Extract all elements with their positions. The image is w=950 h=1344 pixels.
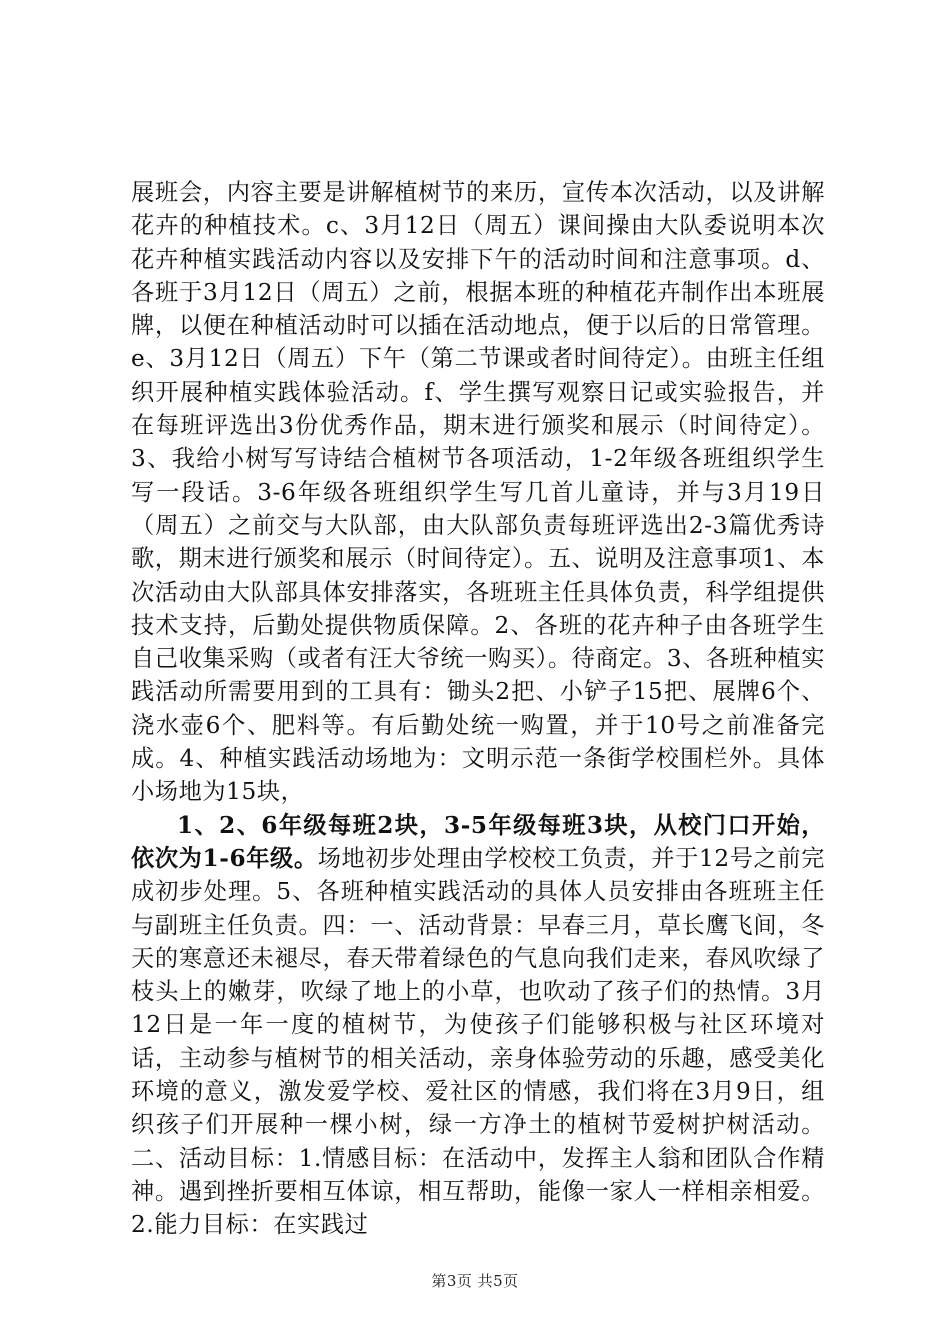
paragraph-text: 展班会，内容主要是讲解植树节的来历，宣传本次活动，以及讲解花卉的种植技术。c、3月12日（周五）课间操由大队委说明本次花卉种植实践活动内容以及安排下午的活动时间和注意事项。d、各班于3月12日（周五）之前，根据本班的种植花卉制作出本班展牌，以便在种植活动时可以插在活动地点，便于以后的日常管理。e、3月12日（周五）下午（第二节课或者时间待定）。由班主任组织开展种植实践体验活动。f、学生撰写观察日记或实验报告，并在每班评选出3份优秀作品，期末进行颁奖和展示（时间待定）。3、我给小树写写诗结合植树节各项活动，1-2年级各班组织学生写一段话。3-6年级各班组织学生写几首儿童诗，并与3月19日（周五）之前交与大队部，由大队部负责每班评选出2-3篇优秀诗歌，期末进行颁奖和展示（时间待定）。五、说明及注意事项1、本次活动由大队部具体安排落实，各班班主任具体负责，科学组提供技术支持，后勤处提供物质保障。2、各班的花卉种子由各班学生自己收集采购（或者有汪大爷统一购买）。待商定。3、各班种植实践活动所需要用到的工具有：锄头2把、小铲子15把、展牌6个、浇水壶6个、肥料等。有后勤处统一购置，并于10号之前准备完成。4、种植实践活动场地为：文明示范一条街学校围栏外。具体小场地为15块， (131, 179, 825, 806)
document-body (131, 176, 825, 1242)
paragraph-activity-arrangements (131, 176, 825, 809)
page-footer: 第3页 共5页 (431, 1272, 519, 1290)
paragraph-site-allocation (131, 809, 825, 1242)
paragraph-text: 场地初步处理由学校校工负责，并于12号之前完成初步处理。5、各班种植实践活动的具体人员安排由各班班主任与副班主任负责。四：一、活动背景：早春三月，草长鹰飞间，冬天的寒意还未褪尽，春天带着绿色的气息向我们走来，春风吹绿了枝头上的嫩芽，吹绿了地上的小草，也吹动了孩子们的热情。3月12日是一年一度的植树节，为使孩子们能够积极与社区环境对话，主动参与植树节的相关活动，亲身体验劳动的乐趣，感受美化环境的意义，激发爱学校、爱社区的情感，我们将在3月9日，组织孩子们开展种一棵小树，绿一方净土的植树节爱树护树活动。二、活动目标：1.情感目标：在活动中，发挥主人翁和团队合作精神。遇到挫折要相互体谅，相互帮助，能像一家人一样相亲相爱。2.能力目标：在实践过 (131, 844, 826, 1239)
bold-highlight-text: 1、2、6年级每班2块，3-5年级每班3块，从校门口开始，依次为1-6年级。 (131, 811, 825, 872)
